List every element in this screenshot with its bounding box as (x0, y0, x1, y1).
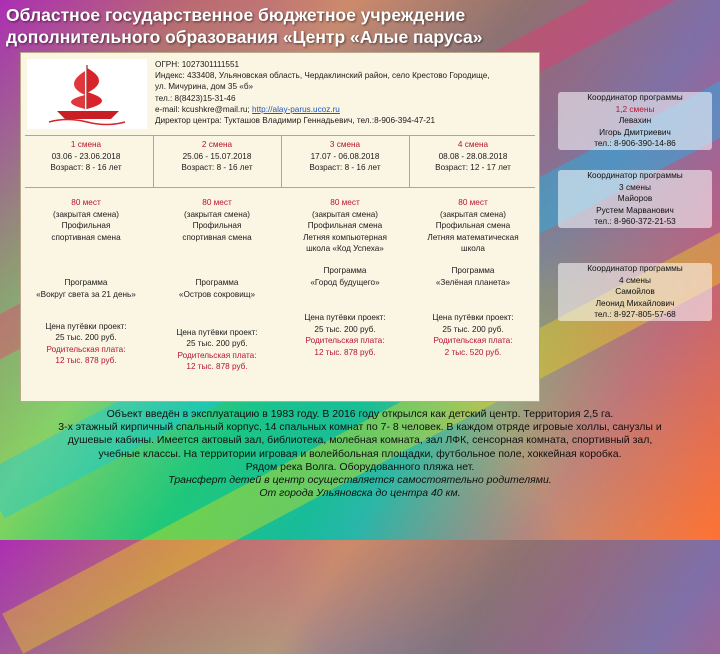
shift-price: 25 тыс. 200 руб. (442, 324, 504, 334)
coordinator-shifts: 1,2 смены (615, 103, 655, 114)
coordinator-title: Координатор программы (587, 170, 683, 180)
divider (25, 187, 535, 188)
shift-parent-fee: 12 тыс. 878 руб. (186, 362, 248, 372)
shift-details-2 (153, 197, 281, 373)
coordinator-shifts: 4 смены (619, 274, 651, 285)
phone: тел.: 8(8423)15-31-46 (155, 93, 236, 103)
shift-type: (закрытая смена) (439, 209, 507, 219)
shift-places: 80 мест (71, 198, 101, 207)
director: Директор центра: Тукташов Владимир Геннадьевич, тел.:8-906-394-47-21 (155, 116, 436, 126)
shift-price-label: Цена путёвки проект: (432, 313, 514, 323)
shift-type: (закрытая смена) (52, 209, 120, 219)
shift-profile: Профильная (192, 221, 242, 231)
page-title (6, 4, 566, 48)
coordinator-phone: тел.: 8-960-372-21-53 (594, 216, 676, 226)
shift-title: 3 смена (329, 140, 361, 149)
description-line: Объект введён в эксплуатацию в 1983 году. В 2016 году открылся как детский центр. Территория 2,5 га. (106, 408, 614, 420)
shift-age: Возраст: 8 - 16 лет (50, 163, 122, 173)
shift-price: 25 тыс. 200 руб. (314, 324, 376, 334)
title-line-1: Областное государственное бюджетное учреждение (6, 5, 466, 25)
shift-title: 1 смена (70, 140, 102, 149)
shift-dates: 25.06 - 15.07.2018 (182, 151, 252, 161)
shift-parent-fee: 2 тыс. 520 руб. (444, 347, 502, 357)
divider (25, 135, 535, 136)
sailboat-logo (27, 59, 147, 129)
shift-price: 25 тыс. 200 руб. (55, 333, 117, 343)
description-line: Рядом река Волга. Оборудованного пляжа нет. (245, 460, 475, 473)
shift-program-name: «Зелёная планета» (435, 277, 511, 287)
shift-places: 80 мест (330, 198, 360, 207)
shift-dates: 17.07 - 06.08.2018 (310, 151, 380, 161)
shift-age: Возраст: 8 - 16 лет (181, 163, 253, 173)
shift-details-4 (409, 197, 537, 359)
shift-places: 80 мест (458, 198, 488, 207)
shift-column-1 (21, 139, 151, 174)
email-line (155, 104, 535, 115)
shift-dates: 08.08 - 28.08.2018 (438, 151, 508, 161)
coordinator-surname: Майоров (617, 193, 653, 203)
coordinator-surname: Самойлов (615, 286, 655, 296)
shift-parent-fee-label: Родительская плата: (46, 344, 126, 354)
site-link[interactable]: http://alay-parus.ucoz.ru (252, 104, 340, 114)
facility-description (6, 408, 714, 500)
shift-program-label: Программа (64, 278, 108, 288)
shift-profile: спортивная смена (182, 232, 252, 242)
shift-program-name: «Остров сокровищ» (178, 289, 256, 299)
coordinator-name: Рустем Марванович (596, 204, 674, 215)
coordinator-card-1 (558, 92, 712, 150)
coordinator-name: Леонид Михайлович (595, 297, 675, 308)
shift-type: (закрытая смена) (311, 209, 379, 219)
address-line-1: Индекс: 433408, Ульяновская область, Чердаклинский район, село Крестово Городище, (155, 71, 490, 81)
shift-age: Возраст: 8 - 16 лет (309, 163, 381, 173)
description-line: 3-х этажный кирпичный спальный корпус, 14 спальных комнат по 7- 8 человек. В каждом отряде игровые холлы, санузлы и (58, 421, 662, 434)
shift-profile: школа (461, 244, 485, 254)
shift-dates: 03.06 - 23.06.2018 (51, 151, 121, 161)
shift-price: 25 тыс. 200 руб. (186, 339, 248, 349)
shift-parent-fee-label: Родительская плата: (433, 336, 513, 346)
shift-title: 4 смена (457, 140, 489, 149)
coordinator-title: Координатор программы (587, 92, 683, 102)
shift-profile: Профильная смена (307, 221, 383, 231)
shift-profile: Профильная (61, 221, 111, 231)
shift-parent-fee: 12 тыс. 878 руб. (314, 347, 376, 357)
shift-parent-fee-label: Родительская плата: (177, 350, 257, 360)
description-line: учебные классы. На территории игровая и волейбольная площадки, футбольное поле, хоккейная коробка. (98, 447, 622, 460)
shift-profile: спортивная смена (51, 232, 121, 242)
shift-details-1 (21, 197, 151, 367)
shift-age: Возраст: 12 - 17 лет (435, 163, 511, 173)
shift-parent-fee-label: Родительская плата: (305, 336, 385, 346)
distance-note: От города Ульяновска до центра 40 км. (259, 487, 461, 500)
coordinator-phone: тел.: 8-906-390-14-86 (594, 138, 676, 148)
shift-price-label: Цена путёвки проект: (176, 327, 258, 337)
shift-column-2 (153, 139, 281, 174)
shift-profile: Летняя компьютерная (303, 232, 387, 242)
shift-program-label: Программа (195, 278, 239, 288)
shift-details-3 (281, 197, 409, 359)
shift-program-label: Программа (451, 265, 495, 275)
shift-column-3 (281, 139, 409, 174)
info-panel (20, 52, 540, 402)
coordinator-card-2 (558, 170, 712, 228)
shift-price-label: Цена путёвки проект: (45, 321, 127, 331)
shift-parent-fee: 12 тыс. 878 руб. (55, 356, 117, 366)
coordinator-surname: Левахин (618, 115, 652, 125)
shift-title: 2 смена (201, 140, 233, 149)
shift-price-label: Цена путёвки проект: (304, 313, 386, 323)
coordinator-title: Координатор программы (587, 263, 683, 273)
shift-type: (закрытая смена) (183, 209, 251, 219)
shift-program-name: «Вокруг света за 21 день» (36, 289, 136, 299)
shift-program-label: Программа (323, 265, 367, 275)
shift-column-4 (409, 139, 537, 174)
email-text: e-mail: kcushkre@mail.ru; (155, 104, 253, 114)
title-line-2: дополнительного образования «Центр «Алые паруса» (6, 27, 483, 47)
shift-profile: школа «Код Успеха» (306, 244, 384, 254)
shift-places: 80 мест (202, 198, 232, 207)
transfer-note: Трансферт детей в центр осуществляется самостоятельно родителями. (168, 474, 552, 487)
address-line-2: ул. Мичурина, дом 35 «б» (155, 82, 254, 92)
shift-program-name: «Город будущего» (310, 277, 380, 287)
ogrn: ОГРН: 1027301111551 (155, 60, 240, 69)
coordinator-name: Игорь Дмитриевич (599, 126, 671, 137)
coordinator-card-3 (558, 263, 712, 321)
description-line: душевые кабины. Имеется актовый зал, библиотека, молебная комната, зал ЛФК, сенсорная комната, спортивный зал, (67, 434, 653, 447)
coordinator-phone: тел.: 8-927-805-57-68 (594, 309, 676, 319)
organization-info (155, 59, 535, 126)
shift-profile: Профильная смена (435, 221, 511, 231)
shift-profile: Летняя математическая (427, 232, 519, 242)
coordinator-shifts: 3 смены (619, 181, 651, 192)
